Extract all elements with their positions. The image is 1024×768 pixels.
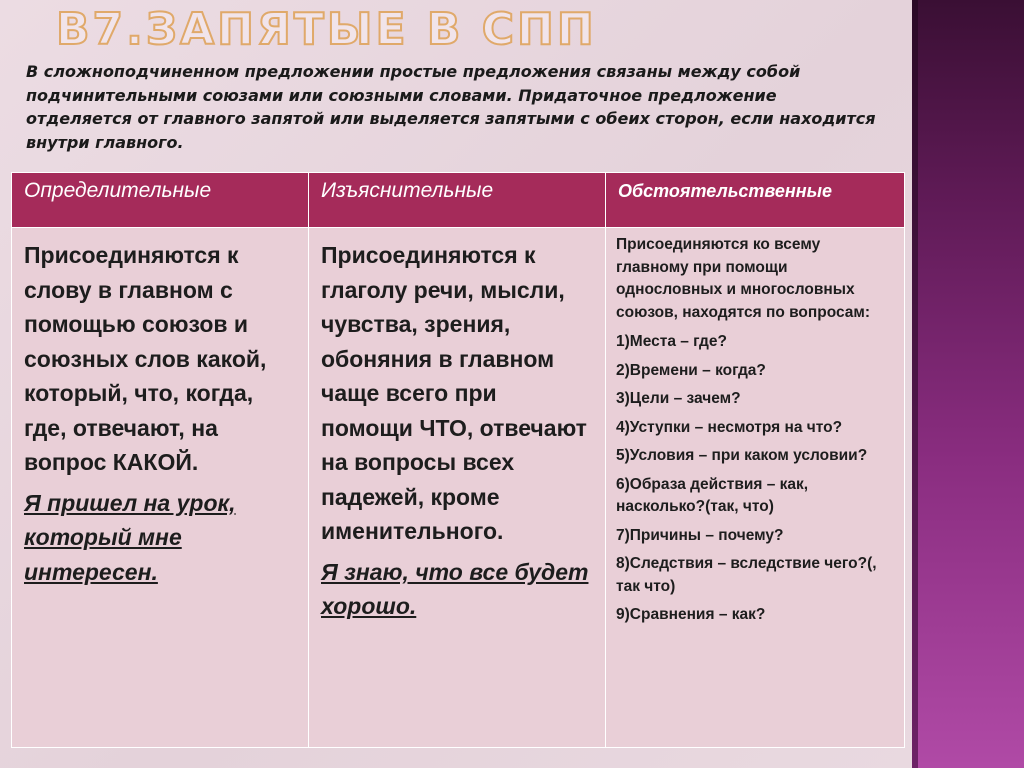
table-header-row xyxy=(12,173,905,228)
header-attributive: Определительные xyxy=(12,173,309,228)
cell-attributive xyxy=(12,228,309,748)
comparison-table xyxy=(11,172,905,748)
table-body-row xyxy=(12,228,905,748)
explanatory-example: Я знаю, что все будет хорошо. xyxy=(321,558,589,619)
adverbial-types-list xyxy=(616,331,894,627)
intro-paragraph: В сложноподчиненном предложении простые предложения связаны между собой подчинительными союзами или союзными словами. Придаточное предложение отделяется от главного запятой или выделяется запятыми с обеих сторон, если находится внутри главного. xyxy=(26,62,876,152)
list-item: 4)Уступки – несмотря на что? xyxy=(616,418,843,436)
attributive-example: Я пришел на урок, который мне интересен. xyxy=(24,489,236,585)
decorative-side-band xyxy=(912,0,1024,768)
header-explanatory: Изъяснительные xyxy=(309,173,606,228)
header-adverbial: Обстоятельственные xyxy=(606,173,905,228)
list-item: 6)Образа действия – как, насколько?(так, что) xyxy=(616,475,809,515)
adverbial-description: Присоединяются ко всему главному при помощи однословных и многословных союзов, находятся по вопросам: xyxy=(616,236,871,321)
list-item: 3)Цели – зачем? xyxy=(616,390,741,407)
list-item: 5)Условия – при каком условии? xyxy=(616,447,868,464)
list-item: 2)Времени – когда? xyxy=(616,361,766,379)
explanatory-description: Присоединяются к глаголу речи, мысли, чувства, зрения, обоняния в главном чаще всего при помощи ЧТО, отвечают на вопросы всех падежей, кроме именительного. xyxy=(321,242,587,544)
list-item: 8)Следствия – вследствие чего?(, так что) xyxy=(616,555,877,595)
slide-title: B7.ЗАПЯТЫЕ В СПП xyxy=(56,4,597,55)
list-item: 7)Причины – почему? xyxy=(616,526,784,544)
list-item: 1)Места – где? xyxy=(616,333,727,350)
cell-adverbial xyxy=(606,228,905,748)
cell-explanatory xyxy=(309,228,606,748)
attributive-description: Присоединяются к слову в главном с помощью союзов и союзных слов какой, который, что, когда, где, отвечают, на вопрос КАКОЙ. xyxy=(24,242,267,475)
list-item: 9)Сравнения – как? xyxy=(616,606,766,623)
